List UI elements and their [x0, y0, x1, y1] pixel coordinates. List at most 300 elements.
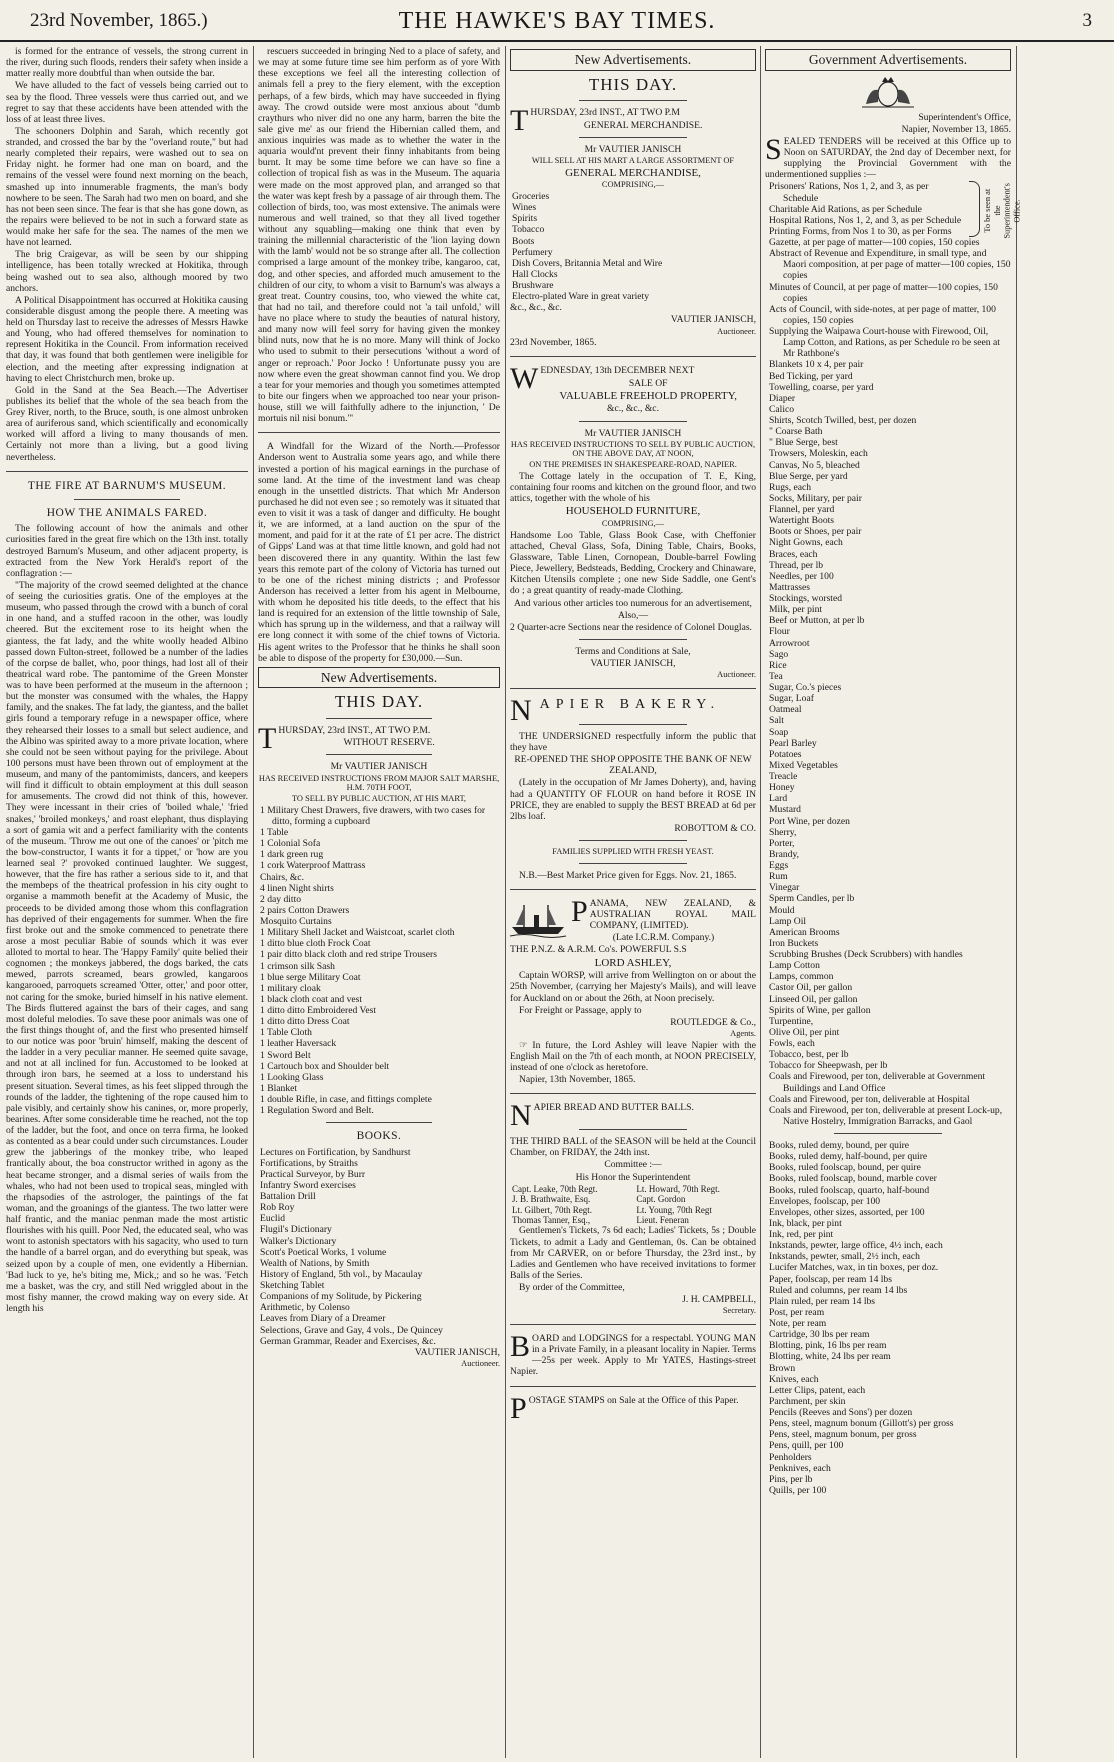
supply-item: Supplying the Waipawa Court-house with Firewood, Oil, Lamp Cotton, and Rations, as per Schedule ro be seen at Mr Rathbone's — [769, 326, 1000, 360]
supply-item: Soap — [769, 726, 789, 738]
supply-item: Watertight Boots — [769, 515, 835, 527]
article-paragraph: The following account of how the animals and other curiosities fared in the great fire which on the 13th inst. totally destroyed Barnum's Museum, and other adjacent property, is extracted from the New York Herald's report of the conflagration :— — [6, 523, 248, 579]
divider — [258, 432, 500, 433]
pointing-hand-icon: ☞ — [519, 1039, 528, 1051]
supply-item: Tobacco, best, per lb — [769, 1049, 849, 1061]
supply-item: Lamps, common — [769, 971, 834, 983]
stationery-item: Knives, each — [769, 1373, 819, 1385]
bakery-text: RE-OPENED THE SHOP OPPOSITE THE BANK OF NEW ZEALAND, — [514, 754, 752, 777]
panama-ad — [510, 894, 756, 944]
auction-item: 1 black cloth coat and vest — [260, 993, 363, 1005]
divider — [326, 718, 433, 719]
ball-text: THE THIRD BALL of the SEASON will be held at the Council Chamber, on FRIDAY, the 24th inst. — [510, 1136, 756, 1159]
committee-row — [510, 1205, 756, 1215]
panama-late: (Late I.C.R.M. Company.) — [612, 932, 715, 944]
bakery-text: THE UNDERSIGNED respectfully inform the public that they have — [510, 730, 756, 753]
column-rule — [1016, 46, 1017, 1758]
stationery-item: Envelopes, foolscap, per 100 — [769, 1195, 881, 1207]
divider — [579, 421, 687, 422]
signoff-role: Auctioneer. — [461, 1358, 500, 1368]
stationery-item: Pins, per lb — [769, 1473, 813, 1485]
goods-item: Electro-plated Ware in great variety — [512, 291, 650, 303]
signoff-name: VAUTIER JANISCH, — [670, 314, 756, 326]
supply-item: Eggs — [769, 860, 789, 872]
supply-item: Minutes of Council, at per page of matter—100 copies, 150 copies — [769, 281, 998, 304]
supply-item: Pearl Barley — [769, 737, 817, 749]
supply-item: Stockings, worsted — [769, 593, 843, 605]
braced-supply-list — [765, 181, 965, 237]
divider — [579, 100, 687, 101]
supply-item: Rugs, each — [769, 481, 812, 493]
book-item: Arithmetic, by Colenso — [260, 1302, 350, 1314]
book-item: Practical Surveyor, by Burr — [260, 1168, 366, 1180]
sale-of: SALE OF — [628, 377, 668, 389]
supply-item: Coals and Firewood, per ton, deliverable at present Lock-up, Native Hostelry, Immigration Barracks, and Gaol — [769, 1104, 1003, 1127]
auction-item: 1 pair ditto black cloth and red stripe Trousers — [260, 949, 437, 961]
book-item: History of England, 5th vol., by Macaulay — [260, 1268, 423, 1280]
committee-member: Lt. Howard, 70th Regt. — [636, 1183, 720, 1194]
auction-item: 1 military cloak — [260, 982, 321, 994]
stationery-item: Books, ruled foolscap, bound, per quire — [769, 1162, 921, 1174]
news-paragraph: We have alluded to the fact of vessels being carried out to sea by the flood. Three vessels were thus carried out, and we regret to say that these accidents have been attended with the loss of at least three lives. — [6, 80, 248, 125]
auction-item: 1 Cartouch box and Shoulder belt — [260, 1060, 390, 1072]
supply-item: Flour — [769, 626, 790, 638]
divider — [579, 137, 687, 138]
auction-item: Chairs, &c. — [260, 871, 304, 883]
bakery-title: NAPIER BAKERY. — [510, 693, 721, 727]
household-title: HOUSEHOLD FURNITURE, — [565, 505, 701, 518]
brace-note: To be seen at the Superintendent's Office. — [983, 183, 1022, 239]
ad-subtitle: GENERAL MERCHANDISE, — [565, 166, 701, 179]
ad-subtitle: GENERAL MERCHANDISE. — [583, 119, 703, 131]
divider — [834, 1133, 942, 1134]
auction-item: 1 Looking Glass — [260, 1071, 324, 1083]
signoff-name: VAUTIER JANISCH, — [414, 1346, 500, 1358]
auction-item: 1 double Rifle, in case, and fittings complete — [260, 1094, 432, 1105]
stationery-item: Penknives, each — [769, 1462, 831, 1474]
supply-item: Iron Buckets — [769, 937, 819, 949]
committee-member: Lt. Gilbert, 70th Regt. — [512, 1204, 592, 1215]
book-item: Companions of my Solitude, by Pickering — [260, 1291, 422, 1303]
tickets-text: Gentlemen's Tickets, 7s 6d each; Ladies' Tickets, 5s ; Double Tickets, to admit a Lady and Gentleman, 0s. Can be obtained from Mr CARVER, on or before Thursday, the 23rd inst., by Ladies and Gentlemen who have received invitations to former Balls of the Series. — [510, 1225, 756, 1281]
article-paragraph: rescuers succeeded in bringing Ned to a place of safety, and we may at some future time see him perform as of yore With these exceptions we feel all the interesting collection of animals fell a prey to the fiery element, with the exception perhaps, of a few birds, which may have succeeded in flying away. The crowd outside were most anxious about "dumb craythurs who niver did no one any harm, barren the bite the sale give me' as our friend the Hibernian called them, and anxious inquiries was made as to whether the water in the aquaria would'nt prevent their finny inhabitants from being burnt. It may be some time before we can have so fine a collection of tropical fish as was in the Museum. The aquaria were made on the most approved plan, and arranged so that the water was kept fresh by a passage of air through them. The collection of birds, too, was most extensive. The animals were numerous and well trained, so that they all lived together without any squabling—making one think that even by training the millennial characteristic of the 'lion laying down with the lamb' would not be so strange after all. The collection comprised a large amount of the monkey tribe, kangaroo, cat, dog, and other species, and afforded much amusement to the children of our city, to whom a visit to Barnum's was always a great treat. Country cousins, too, who viewed the white cat, that had no tail, and therefore could not 'a tail unfold,' will have no place where to study the beauties of natural history, and many now will feel sorry for having given the monkey blind nuts, now that he is no more. Many will think of Jocko who used to submit to their persecutions 'without a word of anger or reproach.' Poor Jocko ! Unfortunate pussy you are now where even the great showman cannot find you. We drop a tear for your memories and though you sometimes attempted to bite our fingers when we approached too near your prison-house, still we will faithfully adhere to the injunction, ' De mortuis nil nisi bonum.'" — [258, 46, 500, 425]
etc-line: &c., &c., &c. — [607, 403, 659, 415]
supply-item: Needles, per 100 — [769, 570, 834, 582]
signoff-role: Auctioneer. — [717, 670, 756, 680]
supply-item: Mattrasses — [769, 581, 811, 593]
future-text: ☞ In future, the Lord Ashley will leave Napier with the English Mail on the 7th of each month, at NOON PRECISELY, instead of one o'clock as heretofore. — [510, 1039, 756, 1073]
divider — [579, 840, 687, 841]
supply-item: Thread, per lb — [769, 559, 824, 571]
page-number: 3 — [1082, 10, 1092, 31]
stationery-item: Pencils (Reeves and Sons') per dozen — [769, 1407, 913, 1419]
office-name: Superintendent's Office, — [918, 111, 1011, 123]
supply-item: Sugar, Co.'s pieces — [769, 682, 842, 694]
book-item: Fortifications, by Straiths — [260, 1157, 358, 1169]
goods-list — [510, 191, 756, 302]
supply-item: Lamp Oil — [769, 915, 807, 927]
column-4 — [765, 46, 1022, 1758]
supply-item: Turpentine, — [769, 1015, 814, 1027]
auctioneer-name: Mr VAUTIER JANISCH — [584, 143, 682, 155]
auction-date-line: THURSDAY, 23rd INST., AT TWO P.M. — [258, 722, 431, 756]
supply-item: Sherry, — [769, 826, 797, 838]
committee-member: Capt. Leake, 70th Regt. — [512, 1183, 598, 1194]
supply-item: Olive Oil, per pint — [769, 1026, 840, 1038]
book-item: Walker's Dictionary — [260, 1235, 337, 1247]
divider — [510, 1324, 756, 1325]
bakery-text: (Lately in the occupation of Mr James Doherty), and, having had a QUANTITY OF FLOUR on hand before it ROSE IN PRICE, they are enabled to supply the BEST BREAD at 6d per 2lbs loaf. — [510, 777, 756, 822]
committee-row — [510, 1215, 756, 1225]
news-paragraph: A Political Disappointment has occurred at Hokitika causing considerable disgust among the people there. A meeting was held on Thursday last to receive the adresses of Messrs Hawke and Young, who had offered themselves for nomination to represent Hokitika in the Council. From information received that day, it was found that both gentlemen were ineligible for election, and the meeting after expressing indignation at having to elect Christchurch men, broke up. — [6, 294, 248, 384]
captain-text: Captain WORSP, will arrive from Wellington on or about the 25th November, (carrying her Majesty's Mails), and will leave for Auckland on or about the 26th, at Noon precisely. — [510, 970, 756, 1004]
book-item: Sketching Tablet — [260, 1280, 325, 1292]
news-paragraph: is formed for the entrance of vessels, the strong current in the river, during such floods, renders their safety when inside a matter really more doubtful than when outside the bar. — [6, 46, 248, 80]
ad-date: 23rd November, 1865. — [510, 337, 597, 349]
postage-ad: POSTAGE STAMPS on Sale at the Office of this Paper. — [510, 1391, 739, 1425]
terms-text: Terms and Conditions at Sale, — [575, 645, 691, 657]
supply-item: Honey — [769, 782, 795, 794]
goods-item: Wines — [512, 202, 537, 214]
stationery-item: Brown — [769, 1362, 796, 1374]
braced-group — [765, 181, 1022, 239]
auction-item: 1 ditto blue cloth Frock Coat — [260, 938, 371, 950]
supply-item: Beef or Mutton, at per lb — [769, 615, 865, 627]
stationery-item: Inkstands, pewter, large office, 4½ inch, each — [769, 1240, 943, 1252]
supply-item: Abstract of Revenue and Expenditure, in small type, and Maori composition, at per page of matter—100 copies, 150 copies — [769, 248, 1011, 282]
auction-item: 1 Table Cloth — [260, 1027, 312, 1039]
instruction-line: HAS RECEIVED INSTRUCTIONS TO SELL BY PUBLIC AUCTION, ON THE ABOVE DAY, AT NOON, — [510, 439, 756, 459]
committee-label: Committee :— — [604, 1159, 662, 1171]
secretary-name: J. H. CAMPBELL, — [682, 1294, 756, 1306]
auction-item: 1 Regulation Sword and Belt. — [260, 1105, 374, 1117]
supply-item: Mixed Vegetables — [769, 759, 838, 771]
auction-item: 2 day ditto — [260, 893, 302, 905]
committee-member: J. B. Brathwaite, Esq. — [512, 1194, 591, 1205]
book-item: Lectures on Fortification, by Sandhurst — [260, 1146, 411, 1158]
column-rule — [760, 46, 761, 1758]
supply-item: Rum — [769, 871, 788, 883]
agents-name: ROUTLEDGE & Co., — [670, 1016, 756, 1028]
column-3 — [510, 46, 756, 1758]
supply-item: Mould — [769, 904, 795, 916]
supply-item: Spirits of Wine, per gallon — [769, 1004, 871, 1016]
yeast-note: FAMILIES SUPPLIED WITH FRESH YEAST. — [552, 847, 714, 856]
stationery-item: Inkstands, pewter, small, 2½ inch, each — [769, 1251, 920, 1263]
auction-item-list — [258, 805, 500, 1117]
supply-item: Port Wine, per dozen — [769, 815, 850, 827]
supply-item: Blue Serge, per yard — [769, 470, 848, 482]
freehold-title: VALUABLE FREEHOLD PROPERTY, — [559, 389, 738, 402]
books-heading: BOOKS. — [356, 1130, 402, 1143]
tender-text: SEALED TENDERS will be received at this Office up to Noon on SATURDAY, the 2nd day of December next, for supplying the Provincial Government with the undermentioned supplies :— — [765, 132, 1011, 181]
auction-item: 2 pairs Cotton Drawers — [260, 904, 350, 916]
stationery-item: Books, ruled foolscap, quarto, half-bound — [769, 1184, 930, 1196]
secretary-role: Secretary. — [722, 1306, 756, 1316]
book-item: Scott's Poetical Works, 1 volume — [260, 1246, 387, 1258]
divider — [579, 1129, 687, 1130]
auctioneer-name: Mr VAUTIER JANISCH — [584, 427, 682, 439]
instruction-line: WILL SELL AT HIS MART A LARGE ASSORTMENT OF — [531, 155, 735, 165]
supply-item: Socks, Military, per pair — [769, 492, 862, 504]
auction-item: 1 crimson silk Sash — [260, 960, 335, 972]
auction-item: Mosquito Curtains — [260, 916, 332, 927]
auction-item: 1 cork Waterproof Mattrass — [260, 860, 366, 872]
supply-item: Charitable Aid Rations, as per Schedule — [769, 203, 922, 215]
supply-item: Mustard — [769, 804, 801, 816]
supply-item: Diaper — [769, 392, 796, 404]
divider — [74, 499, 181, 500]
auction-item: 1 Table — [260, 827, 289, 838]
book-list — [258, 1147, 500, 1347]
supply-item: Lard — [769, 793, 788, 805]
newspaper-title: THE HAWKE'S BAY TIMES. — [398, 8, 716, 34]
stationery-item: Cartridge, 30 lbs per ream — [769, 1329, 870, 1341]
ship-name: LORD ASHLEY, — [594, 956, 672, 969]
supply-item: Porter, — [769, 837, 795, 849]
board-ad: BOARD and LODGINGS for a respectabl. YOUNG MAN in a Private Family, in a pleasant locality in Napier. Terms—25s per week. Apply to Mr YATES, Hastings-street Napier. — [510, 1330, 756, 1378]
powerful-line: THE P.N.Z. & A.R.M. Co's. POWERFUL S.S — [510, 944, 687, 956]
signoff-name: VAUTIER JANISCH, — [590, 658, 676, 669]
supply-item: Tobacco for Sheepwash, per lb — [769, 1060, 888, 1072]
book-item: German Grammar, Reader and Exercises, &c. — [260, 1335, 436, 1347]
supply-item: Fowls, each — [769, 1038, 815, 1050]
supply-item: Sperm Candles, per lb — [769, 893, 855, 905]
stationery-item: Lucifer Matches, wax, in tin boxes, per doz. — [769, 1262, 939, 1274]
supply-item: " Coarse Bath — [769, 426, 823, 438]
supply-item: Salt — [769, 715, 784, 727]
ad-title: THIS DAY. — [588, 74, 678, 94]
office-date: Napier, November 13, 1865. — [901, 123, 1011, 135]
auction-item: 1 leather Haversack — [260, 1038, 337, 1050]
committee-member: Lieut. Feneran — [636, 1214, 689, 1225]
section-header: New Advertisements. — [510, 49, 756, 71]
section-header: Government Advertisements. — [765, 49, 1011, 71]
instruction-line: ON THE PREMISES IN SHAKESPEARE-ROAD, NAPIER. — [529, 460, 737, 470]
supply-item: Canvas, No 5, bleached — [769, 459, 860, 471]
stationery-item: Pens, steel, magnum bonum (Gillott's) per gross — [769, 1418, 954, 1430]
stationery-item: Plain ruled, per ream 14 lbs — [769, 1295, 876, 1307]
supply-item: Acts of Council, with side-notes, at per page of matter, 100 copies, 150 copies — [769, 303, 996, 326]
auction-date-line: THURSDAY, 23rd INST., AT TWO P.M — [510, 104, 680, 138]
stationery-item: Blotting, white, 24 lbs per ream — [769, 1351, 891, 1363]
stationery-item: Pens, steel, magnum bonum, per gross — [769, 1429, 917, 1441]
news-paragraph: Gold in the Sand at the Sea Beach.—The Advertiser publishes its belief that the whole of the sea beach from the Grey River, north, to the Bruce, south, is one almost unbroken area of auriferous sand, which scientifically and economically worked will afford a living to many thousands of men. Certainly not more than a living, but a good living nevertheless. — [6, 384, 248, 463]
agents-role: Agents. — [730, 1028, 756, 1038]
committee-row — [510, 1184, 756, 1194]
column-1 — [6, 46, 248, 1758]
without-reserve: WITHOUT RESERVE. — [343, 737, 435, 749]
supply-item: Arrowroot — [769, 637, 810, 649]
instruction-line: HAS RECEIVED INSTRUCTIONS FROM MAJOR SALT MARSHE, H.M. 70TH FOOT, — [258, 773, 500, 793]
book-item: Leaves from Diary of a Dreamer — [260, 1313, 386, 1325]
comprising-label: COMPRISING,— — [601, 519, 665, 528]
auction-item: 1 dark green rug — [260, 849, 324, 861]
bakery-signoff: ROBOTTOM & CO. — [674, 822, 756, 834]
stationery-item: Books, ruled demy, half-bound, per quire — [769, 1151, 928, 1163]
stationery-item: Ruled and columns, per ream 14 lbs — [769, 1284, 908, 1296]
goods-item: Dish Covers, Britannia Metal and Wire — [512, 257, 663, 269]
goods-item: Groceries — [512, 191, 550, 202]
supply-item: Castor Oil, per gallon — [769, 982, 853, 994]
divider — [6, 471, 248, 472]
divider — [510, 1386, 756, 1387]
supply-item: Bed Ticking, per yard — [769, 370, 853, 382]
goods-item: Perfumery — [512, 246, 553, 258]
various-text: And various other articles too numerous for an advertisement, — [514, 597, 752, 609]
stationery-item: Quills, per 100 — [769, 1484, 827, 1496]
article-continuation — [258, 46, 500, 424]
goods-item: Boots — [512, 235, 535, 247]
auction-item: 1 ditto ditto Dress Coat — [260, 1016, 350, 1028]
ball-title: NAPIER BREAD AND BUTTER BALLS. — [510, 1099, 694, 1133]
article-heading: THE FIRE AT BARNUM'S MUSEUM. — [27, 479, 227, 492]
stationery-item: Post, per ream — [769, 1306, 825, 1318]
supply-item: Calico — [769, 403, 795, 415]
auction-item: 1 ditto ditto Embroidered Vest — [260, 1005, 377, 1016]
stationery-list — [765, 1140, 1011, 1496]
divider — [326, 754, 433, 755]
divider — [510, 356, 756, 357]
section-header: New Advertisements. — [258, 667, 500, 689]
divider — [510, 688, 756, 689]
supply-item: Milk, per pint — [769, 604, 823, 616]
divider — [510, 1093, 756, 1094]
article-paragraph: "The majority of the crowd seemed delighted at the chance of seeing the curiosities gratis. One of the employes at the museum, who passed through the crowd with a bunch of coral in one hand, and a stuffed racoon in the other, was loudly cheered. But the excitement rose to its height when the giantess, the fat lady, and the white woolly headed Albino passed down Fulton-street, followed be a number of the ladies of the corpse de ballet, who, poor things, had lost all of their theatrical ward robe. The pantomime of the Green Monster was to have been performed at the museum in the afternoon ; but the monster was consumed with the whales, the Happy family, and the snakes. The fat lady, the giantess, and the ballet girls found a temporary refuge in a newspaper office, where they rehearsed their losses to a small but select audience, and the Albino was spirited away to a more private location, where she could not be seen without paying for the privilege. About 100 persons must have been thrown out of employment at the museum, and many of the pantomimists, dancers, and keepers will find it difficult to obtain employment at this dull season for amusements. The crowd did not think of this, however. They were incessant in their cries of 'boiled whale,' 'fried snakes,' 'broiled monkeys,' and roast elephant, thus displaying a sort of gamia wit and a perfect familiarity with the contents of the museum. 'Throw me out one of the canoes' or 'pitch me the bow-constructor, I wants it for a tippet,' or 'how are you learned seal ?' provoked continued laughter. We suggest, however, that the fire has rather a serious side to it, and that the membeps of the theatrical profession in his city ought to organise a mammoth benefit at the Academy of Music, the proceeds to be divided among those whom this conflagration has deprived of their engagements for summer. When the fire first broke out and the smoke commenced to penetrate there arose a most peculiar Babie of sounds which it was ever alloted to mortal to hear. The 'Happy Family' quite belied their cognomen ; the monkeys jabbered, the dogs barked, the cats mewed, parrots screamed, bears growled, kangaroos kangarooed, parroquets screamed 'Otter, otter,' and poor otter, not caring for the smoke, buried himself in his native element. The Birds fluttered against the bars of their cages, and sang most doleful melodies. To save these poor animals was one of the first things thought of, and the first who presented himself to our notice was poor 'bruin' himself, making the descent of the ladder in a very peculiar manner. He seemed quite savage, and not at all inclined for fun. Accustomed to be looked at through iron bars, he seemed at a loss to understand his present situation. Several times, as his feet slipped through the rounds of the ladder, the tightening of the rope caused him to pale visibly, and certainly show his canines, or, more properly, bearines. After some considerable time he reached, not the top of the ladder, but the foot, and once on terra firma, he looked as contented as a bear could under such circumstances. Louder grew the jabberings of the monkey tribe, who leaped frantically about, the boa constructor writhed in agony as the heat became stronger, and a dismal series of wails from the whales, who had not been used to tropical seas, mingled with the rhapsodies of the astrologer, the paintings of the fat woman, and the groanings of the giantess. The two latter were half frantic, and the maniac penman made the most artistic flourishes with his quill. Poor Ned, the educated seal, who was wont to astonish spectators with his sagacity, who used to turn the handle of a barrel organ, and do everything but speak, was seized upon by a couple of men, one evidently a Hibernian. 'Bad luck to ye, he's biting me, Mick,; and so he was. 'Fetch me a basket, was the cry, and still Ned wriggled about in the most fishy manner, the crowd making way on every side. At length his — [6, 579, 248, 1315]
book-item: Selections, Grave and Gay, 4 vols., De Quincey — [260, 1324, 443, 1336]
supply-item: Night Gowns, each — [769, 537, 843, 549]
stationery-item: Pens, quill, per 100 — [769, 1440, 844, 1452]
stationery-item: Books, ruled demy, bound, per quire — [769, 1140, 910, 1152]
fire-article-body — [6, 523, 248, 1314]
eggs-note: N.B.—Best Market Price given for Eggs. Nov. 21, 1865. — [519, 869, 737, 881]
supply-item: Sugar, Loaf — [769, 693, 814, 705]
supply-item: Trowsers, Moleskin, each — [769, 448, 868, 460]
supply-item: Hospital Rations, Nos 1, 2, and 3, as per Schedule — [769, 214, 962, 226]
stationery-item: Blotting, pink, 16 lbs per ream — [769, 1340, 887, 1352]
stationery-item: Ink, red, per pint — [769, 1229, 834, 1241]
windfall-article: A Windfall for the Wizard of the North.—Professor Anderson went to Australia some years ago, and while there invested a portion of his magical earnings in the purchase of some land. At the time of the investment land was cheap enough in the unsettled districts. That which Mr Anderson purchased he did not even see ; so remotely was it situated that even to visit it was a task of danger and difficulty. He bought it, we are informed, at a land auction on the spur of the moment, and paid for it at the rate of £1 per acre. The district of Gipps' Land was at that time little known, and gold had not been discovered there in any quantity. Within the last few years this remote part of the colony of Victoria has turned out to be one of the richest mining districts ; and Professor Anderson has received a letter from his agent in Melbourne, with whom he deposited his title deeds, to the effect that his land is required for an extension of the little township of Sale, which has sprung up in the wilderness, and that a railway will ere long connect it with some of the chief towns of Victoria. His agent writes to the Professor that he thinks he shall soon be able to dispose of the property for £30,000.—Sun. — [258, 441, 500, 664]
book-item: Flugil's Dictionary — [260, 1224, 332, 1236]
supply-list — [765, 237, 1011, 1127]
supply-item: Tea — [769, 670, 783, 682]
auction-item: 1 Colonial Sofa — [260, 838, 321, 850]
book-item: Euclid — [260, 1213, 286, 1225]
superintendent-line: His Honor the Superintendent — [575, 1171, 691, 1183]
divider — [326, 1122, 433, 1123]
supply-item: Braces, each — [769, 548, 818, 560]
supply-item: Scrubbing Brushes (Deck Scrubbers) with handles — [769, 949, 963, 961]
supply-item: Brandy, — [769, 848, 800, 860]
auction-item: 4 linen Night shirts — [260, 882, 334, 894]
comprising-label: COMPRISING,— — [601, 180, 665, 190]
committee-table — [510, 1184, 756, 1226]
news-paragraph: The brig Craigevar, as will be seen by our shipping intelligence, has been totally wrecked at Hokitika, through being washed out to sea also, although moored by two anchors. — [6, 249, 248, 294]
cottage-text: The Cottage lately in the occupation of T. E, King, containing four rooms and kitchen on the ground floor, and two attics, together with the whole of his — [510, 470, 756, 505]
news-paragraph: The schooners Dolphin and Sarah, which recently got stranded, and crossed the bar by the "overland route," but had nearly completed their repairs, were washed out to sea on Friday night. he former had one man on board, and the remains of the vessel were found next morning on the beach, smashed up into innumerable fragments, the man's body nowhere to be seen. The Sarah had two men on board, and she has not been seen since. The fear is that she has gone down, as the repairs were believed to be not in such a forward state as would make her safe for the sea. The names of the men we have not learned. — [6, 125, 248, 249]
supply-item: Linseed Oil, per gallon — [769, 993, 858, 1005]
napier-date: Napier, 13th November, 1865. — [519, 1074, 636, 1085]
supply-item: Towelling, coarse, per yard — [769, 381, 874, 393]
goods-item: Hall Clocks — [512, 268, 558, 280]
masthead — [0, 0, 1114, 42]
auction-item: 1 Military Chest Drawers, five drawers, with two cases for ditto, forming a cupboard — [260, 804, 486, 827]
news-paragraphs — [6, 46, 248, 463]
committee-member: Capt. Gordon — [636, 1194, 686, 1205]
supply-item: Coals and Firewood, per ton, deliverable at Government Buildings and Land Office — [769, 1071, 986, 1094]
furniture-text: Handsome Loo Table, Glass Book Case, with Cheffonier attached, Cheval Glass, Sofa, Dining Table, Chairs, Books, Glassware, Table Linen, Cornopean, Double-barrel Fowling Piece, Jewellery, Bedsteads, Bedding, Crockery and Chinaware, Kitchen Utensils complete ; one new Side Saddle, one Gent's do ; a great quantity of ready-made Clothing. — [510, 529, 756, 597]
stationery-item: Books, ruled foolscap, bound, marble cover — [769, 1173, 937, 1185]
steamship-icon — [510, 901, 566, 937]
auction-item: 1 Military Shell Jacket and Waistcoat, scarlet cloth — [260, 927, 455, 939]
supply-item: Shirts, Scotch Twilled, best, per dozen — [769, 415, 917, 427]
column-rule — [505, 46, 506, 1758]
goods-item: Spirits — [512, 213, 538, 225]
supply-item: Oatmeal — [769, 704, 802, 716]
book-item: Battalion Drill — [260, 1191, 316, 1203]
committee-member: Lt. Young, 70th Regt — [636, 1204, 712, 1215]
ad-title: THIS DAY. — [334, 692, 424, 712]
royal-crest-icon — [858, 74, 918, 110]
freight-text: For Freight or Passage, apply to — [519, 1004, 642, 1016]
instruction-line: TO SELL BY PUBLIC AUCTION, AT HIS MART, — [291, 794, 467, 803]
panama-title: PANAMA, NEW ZEALAND, & AUSTRALIAN ROYAL MAIL COMPANY, (LIMITED). — [571, 894, 756, 932]
stationery-item: Note, per ream — [769, 1318, 827, 1330]
auction-item: 1 blue serge Military Coat — [260, 971, 361, 983]
auction-item: 1 Sword Belt — [260, 1049, 311, 1061]
supply-item: American Brooms — [769, 926, 840, 938]
goods-item: Tobacco — [512, 224, 545, 236]
book-item: Infantry Sword exercises — [260, 1179, 356, 1191]
stationery-item: Penholders — [769, 1451, 812, 1463]
supply-item: Rice — [769, 659, 787, 671]
supply-item: Flannel, per yard — [769, 504, 835, 516]
supply-item: Sago — [769, 648, 789, 660]
column-2 — [258, 46, 500, 1758]
divider — [579, 724, 687, 725]
stationery-item: Envelopes, other sizes, assorted, per 100 — [769, 1206, 925, 1218]
supply-item: Gazette, at per page of matter—100 copies, 150 copies — [769, 237, 980, 249]
auction-date-line: WEDNESDAY, 13th DECEMBER NEXT — [510, 362, 695, 396]
supply-item: Printing Forms, from Nos 1 to 30, as per Forms — [769, 225, 952, 237]
supply-item: Potatoes — [769, 748, 802, 760]
supply-item: Blankets 10 x 4, per pair — [769, 359, 864, 371]
supply-item: " Blue Serge, best — [769, 437, 838, 449]
divider — [579, 863, 687, 864]
signoff-role: Auctioneer. — [717, 326, 756, 336]
sections-text: 2 Quarter-acre Sections near the residence of Colonel Douglas. — [510, 621, 752, 633]
supply-item: Coals and Firewood, per ton, deliverable at Hospital — [769, 1093, 970, 1105]
supply-item: Boots or Shoes, per pair — [769, 526, 862, 538]
supply-item: Lamp Cotton — [769, 960, 820, 972]
stationery-item: Paper, foolscap, per ream 14 lbs — [769, 1273, 892, 1285]
supply-item: Treacle — [769, 771, 798, 783]
etc-line: &c., &c., &c. — [510, 302, 562, 314]
divider — [579, 639, 687, 640]
brace-mark — [969, 181, 980, 237]
committee-row — [510, 1194, 756, 1204]
stationery-item: Parchment, per skin — [769, 1395, 846, 1407]
goods-item: Brushware — [512, 280, 554, 291]
also-label: Also,— — [617, 609, 649, 621]
book-item: Rob Roy — [260, 1202, 295, 1214]
committee-member: Thomas Tanner, Esq., — [512, 1214, 591, 1225]
supply-item: Prisoners' Rations, Nos 1, 2, and 3, as per Schedule — [769, 181, 929, 204]
by-order: By order of the Committee, — [519, 1282, 625, 1293]
divider — [510, 889, 756, 890]
article-subheading: HOW THE ANIMALS FARED. — [46, 506, 208, 519]
auctioneer-name: Mr VAUTIER JANISCH — [330, 761, 428, 773]
